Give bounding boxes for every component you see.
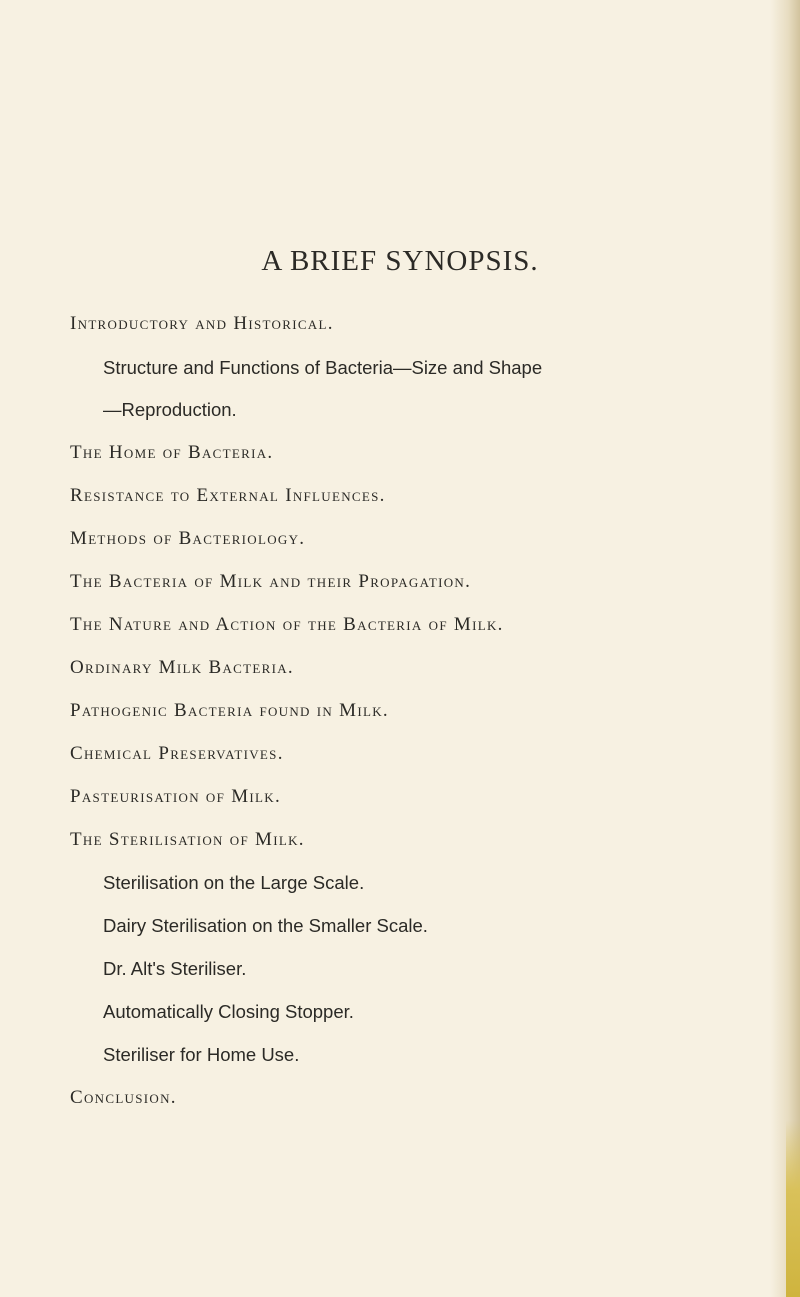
synopsis-heading-bacteria-of-milk: The Bacteria of Milk and their Propagation. (70, 571, 472, 592)
synopsis-heading-home: The Home of Bacteria. (70, 442, 274, 463)
synopsis-heading-conclusion: Conclusion. (70, 1087, 177, 1108)
page-edge-stain (786, 1120, 800, 1297)
synopsis-heading-resistance: Resistance to External Influences. (70, 485, 386, 506)
synopsis-heading-ordinary: Ordinary Milk Bacteria. (70, 657, 294, 678)
synopsis-heading-pathogenic: Pathogenic Bacteria found in Milk. (70, 700, 389, 721)
synopsis-subitem-stopper: Automatically Closing Stopper. (103, 1001, 354, 1022)
synopsis-subitem-alt-steriliser: Dr. Alt's Steriliser. (103, 958, 247, 979)
synopsis-heading-pasteurisation: Pasteurisation of Milk. (70, 786, 281, 807)
synopsis-heading-introductory: Introductory and Historical. (70, 313, 334, 334)
synopsis-heading-chemical: Chemical Preservatives. (70, 743, 284, 764)
page-edge-shadow (770, 0, 800, 1297)
synopsis-subitem-reproduction: —Reproduction. (103, 399, 237, 420)
page-title: A BRIEF SYNOPSIS. (261, 245, 539, 277)
synopsis-subitem-structure: Structure and Functions of Bacteria—Size and Shape (103, 357, 543, 378)
synopsis-subitem-home-use: Steriliser for Home Use. (103, 1044, 300, 1065)
synopsis-subitem-dairy: Dairy Sterilisation on the Smaller Scale. (103, 915, 428, 936)
synopsis-heading-nature-action: The Nature and Action of the Bacteria of Milk. (70, 614, 504, 635)
synopsis-heading-methods: Methods of Bacteriology. (70, 528, 306, 549)
synopsis-subitem-large-scale: Sterilisation on the Large Scale. (103, 872, 365, 893)
synopsis-heading-sterilisation: The Sterilisation of Milk. (70, 829, 305, 850)
